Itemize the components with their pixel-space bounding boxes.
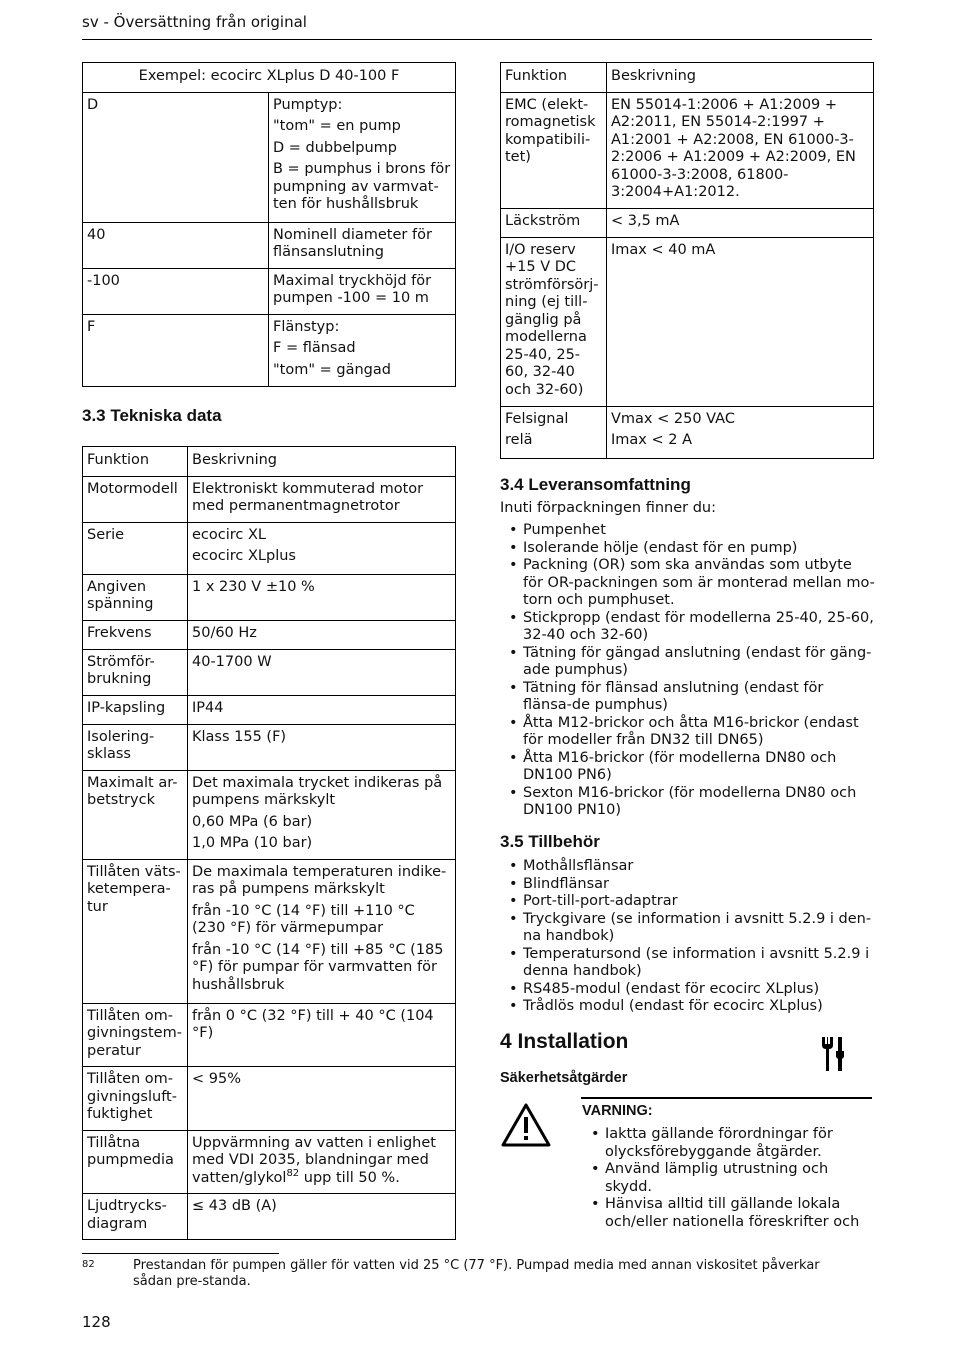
table-row [83,222,456,268]
list-item: • Packning (OR) som ska användas som utbyte för OR-packningen som är monterad mellan mo-torn och pumphuset. [500,557,875,610]
row-code: F [83,314,269,386]
table-row: I/O reserv +15 V DC strömförsörj-ning (ej till-gänglig på modellerna 25-40, 25-60, 32-40 och 32-60) Imax < 40 mA [501,237,874,406]
footnote-rule [82,1253,279,1254]
table-row: Isolering-sklass Klass 155 (F) [83,724,456,770]
list-item: • Temperatursond (se information i avsnitt 5.2.9 i denna handbok) [500,946,875,981]
list-item: • RS485-modul (endast för ecocirc XLplus) [500,981,875,999]
row-desc: Maximal tryckhöjd för pumpen -100 = 10 m [269,268,456,314]
footnote-text: Prestandan för pumpen gäller för vatten vid 25 °C (77 °F). Pumpad media med annan viskositet påverkar sådan pre-standa. [133,1258,820,1289]
section-title-3-3: 3.3 Tekniska data [82,406,222,425]
row-desc: Pumptyp: "tom" = en pump D = dubbelpump B = pumphus i brons för pumpning av varmvat-ten för hushållsbruk [269,92,456,222]
row-desc: Nominell diameter för flänsanslutning [269,222,456,268]
col-header-funktion: Funktion [83,447,188,477]
table-row: Ljudtrycks-diagram ≤ 43 dB (A) [83,1194,456,1240]
table-row: Tillåten väts-ketempera-tur De maximala temperaturen indike-ras på pumpens märkskylt från -10 °C (14 °F) till +110 °C (230 °F) för värmepumpar från -10 °C (14 °F) till +85 °C (185 °F) för pumpar för varmvatten för hushållsbruk [83,859,456,1003]
table-row: Angiven spänning 1 x 230 V ±10 % [83,574,456,620]
footnote-number: 82 [82,1259,95,1270]
table-row: IP-kapsling IP44 [83,695,456,724]
list-item: • Tryckgivare (se information i avsnitt 5.2.9 i den-na handbok) [500,911,875,946]
list-item: • Tätning för flänsad anslutning (endast för flänsa-de pumphus) [500,680,875,715]
table-row: Motormodell Elektroniskt kommuterad motor med permanentmagnetrotor [83,476,456,522]
warning-triangle-icon [500,1102,552,1148]
col-header-beskrivning: Beskrivning [188,447,456,477]
table-row: Tillåtna pumpmedia Uppvärmning av vatten i enlighet med VDI 2035, blandningar med vatten/glykol$^{82}$ upp till 50 %. [83,1130,456,1194]
tech-data-table [82,446,456,1240]
list-item: • Hänvisa alltid till gällande lokala och/eller nationella föreskrifter och [582,1196,872,1231]
footnote-ref: 82 [286,1167,300,1179]
list-item: • Blindflänsar [500,876,875,894]
list-item: • Åtta M16-brickor (för modellerna DN80 och DN100 PN6) [500,750,875,785]
tech-data-table-cont [500,62,874,459]
row-code: 40 [83,222,269,268]
list-item: • Åtta M12-brickor och åtta M16-brickor (endast för modeller från DN32 till DN65) [500,715,875,750]
table-row [83,92,456,222]
list-item: • Port-till-port-adaptrar [500,893,875,911]
row-desc: Flänstyp: F = flänsad "tom" = gängad [269,314,456,386]
table-row [83,268,456,314]
table-row: Strömför-brukning 40-1700 W [83,649,456,695]
page-number: 128 [82,1313,111,1331]
col-header-funktion: Funktion [501,63,607,93]
warning-rule [581,1097,872,1099]
accessories-list [500,858,875,1016]
row-code: -100 [83,268,269,314]
delivery-list [500,522,875,820]
col-header-beskrivning: Beskrivning [607,63,874,93]
list-item: • Tätning för gängad anslutning (endast för gäng-ade pumphus) [500,645,875,680]
table-row: Frekvens 50/60 Hz [83,620,456,649]
list-item: • Iaktta gällande förordningar för olycksförebyggande åtgärder. [582,1126,872,1161]
section-title-3-5: 3.5 Tillbehör [500,832,600,851]
list-item: • Mothållsflänsar [500,858,875,876]
list-item: • Pumpenhet [500,522,875,540]
table-row: Serie ecocirc XL ecocirc XLplus [83,522,456,574]
table-row [83,314,456,386]
list-item: • Sexton M16-brickor (för modellerna DN80 och DN100 PN10) [500,785,875,820]
table-row: Felsignal relä Vmax < 250 VAC Imax < 2 A [501,406,874,458]
example-table [82,62,456,387]
table-row: Tillåten om-givningsluft-fuktighet < 95% [83,1067,456,1131]
table-row: Tillåten om-givningstem-peratur från 0 °C (32 °F) till + 40 °C (104 °F) [83,1003,456,1067]
table-row: Läckström < 3,5 mA [501,208,874,237]
list-item: • Trådlös modul (endast för ecocirc XLplus) [500,998,875,1016]
section-title-4: 4 Installation [500,1030,629,1053]
section-title-3-4: 3.4 Leveransomfattning [500,475,691,494]
row-code: D [83,92,269,222]
warning-label: VARNING: [582,1103,653,1119]
table-row: EMC (elekt-romagnetisk kompatibili-tet) EN 55014-1:2006 + A1:2009 + A2:2011, EN 55014-2:1997 + A1:2001 + A2:2008, EN 61000-3-2:2006 + A1:2009 + A2:2009, EN 61000-3-3:2008, 61800-3:2004+A1:2012. [501,92,874,208]
delivery-intro: Inuti förpackningen finner du: [500,500,716,516]
warning-list [582,1126,872,1231]
list-item: • Isolerande hölje (endast för en pump) [500,540,875,558]
list-item: • Använd lämplig utrustning och skydd. [582,1161,872,1196]
table-row: Maximalt ar-betstryck Det maximala trycket indikeras på pumpens märkskylt 0,60 MPa (6 bar) 1,0 MPa (10 bar) [83,770,456,859]
list-item: • Stickpropp (endast för modellerna 25-40, 25-60, 32-40 och 32-60) [500,610,875,645]
example-table-title: Exempel: ecocirc XLplus D 40-100 F [83,63,456,93]
page-header: sv - Översättning från original [82,14,872,40]
safety-subtitle: Säkerhetsåtgärder [500,1070,628,1086]
tools-icon [820,1035,846,1073]
